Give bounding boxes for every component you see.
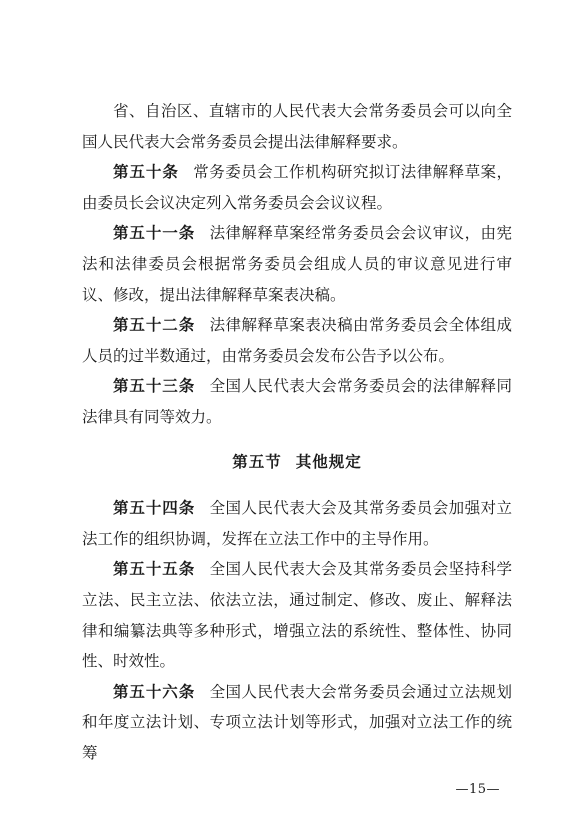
article-text: 全国人民代表大会常务委员会通过立法规划和年度立法计划、专项立法计划等形式，加强对立法工作的统筹 <box>82 682 512 762</box>
article-number: 第五十三条 <box>113 377 196 396</box>
article-55 <box>82 554 512 676</box>
document-body <box>82 96 512 768</box>
article-51 <box>82 218 512 310</box>
article-53 <box>82 371 512 432</box>
article-text: 常务委员会工作机构研究拟订法律解释草案，由委员长会议决定列入常务委员会会议议程。 <box>82 163 512 212</box>
article-text: 法律解释草案经常务委员会会议审议，由宪法和法律委员会根据常务委员会组成人员的审议意见进行审议、修改，提出法律解释草案表决稿。 <box>82 224 512 304</box>
article-54 <box>82 493 512 554</box>
article-text: 全国人民代表大会常务委员会的法律解释同法律具有同等效力。 <box>82 377 512 426</box>
section-number: 第五节 <box>232 451 282 471</box>
section-heading <box>82 433 512 494</box>
paragraph-continuation <box>82 96 512 157</box>
article-number: 第五十一条 <box>113 224 196 243</box>
article-text: 法律解释草案表决稿由常务委员会全体组成人员的过半数通过，由常务委员会发布公告予以公布。 <box>82 316 512 365</box>
page-number: —15— <box>455 782 500 797</box>
article-text: 全国人民代表大会及其常务委员会坚持科学立法、民主立法、依法立法，通过制定、修改、废止、解释法律和编纂法典等多种形式，增强立法的系统性、整体性、协同性、时效性。 <box>82 560 512 671</box>
article-number: 第五十四条 <box>113 499 196 518</box>
article-number: 第五十二条 <box>113 316 196 335</box>
article-50 <box>82 157 512 218</box>
article-text: 全国人民代表大会及其常务委员会加强对立法工作的组织协调，发挥在立法工作中的主导作用。 <box>82 499 512 548</box>
paragraph-text: 省、自治区、直辖市的人民代表大会常务委员会可以向全国人民代表大会常务委员会提出法律解释要求。 <box>82 102 512 151</box>
article-number: 第五十五条 <box>113 560 196 579</box>
section-title: 其他规定 <box>295 451 362 471</box>
article-number: 第五十六条 <box>113 682 196 701</box>
article-number: 第五十条 <box>113 163 179 182</box>
article-52 <box>82 310 512 371</box>
article-56 <box>82 677 512 769</box>
